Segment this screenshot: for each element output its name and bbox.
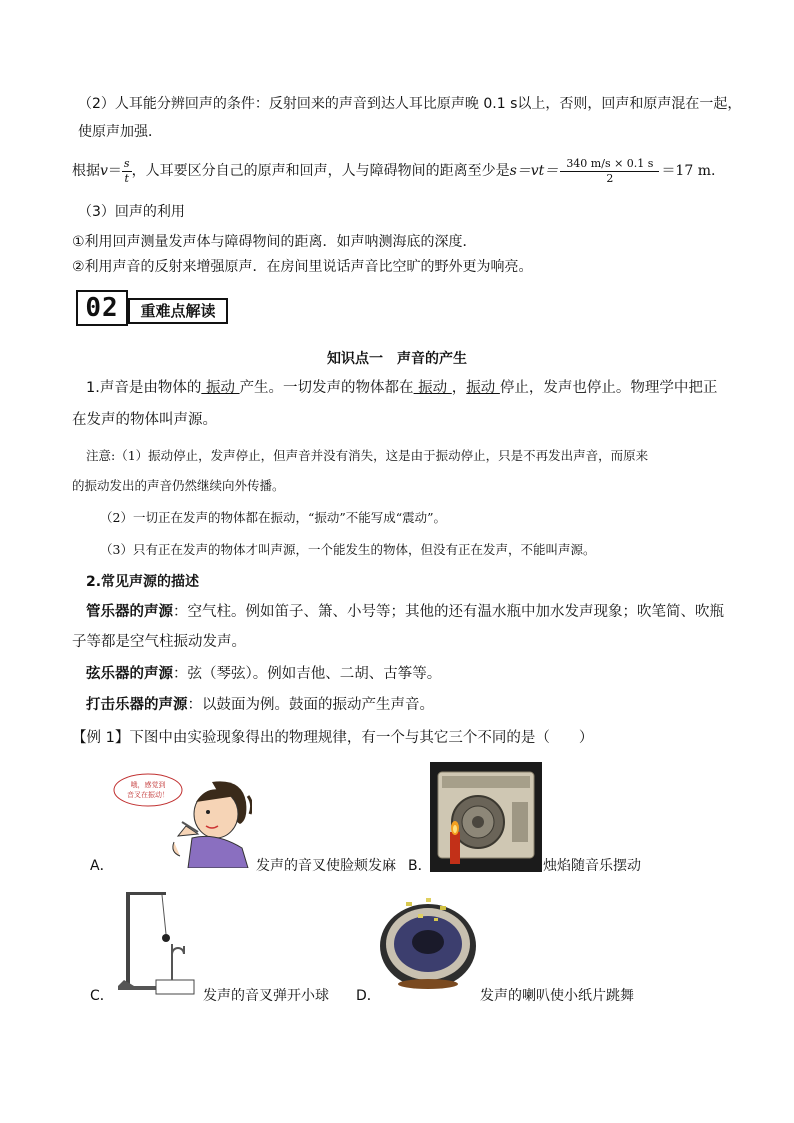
percussion-label: 打击乐器的声源 [86, 697, 188, 713]
figure-d-speaker-paper [378, 888, 478, 992]
formula-fraction-distance [560, 157, 659, 186]
formula-fraction-s-t [122, 157, 132, 186]
note-2: （2）一切正在发声的物体都在振动，“振动”不能写成“震动”。 [100, 510, 447, 525]
option-d-letter: D． [356, 988, 381, 1004]
blank-vibration-3: 振动 [466, 380, 500, 396]
option-b-text: 烛焰随音乐摆动 [543, 858, 641, 874]
formula-numerator: 340 m/s × 0.1 s [560, 157, 659, 172]
text-segment: ， [451, 380, 467, 396]
text-segment: 1.声音是由物体的 [86, 380, 202, 396]
section-number: 02 [76, 290, 128, 326]
string-instrument [86, 664, 441, 684]
echo-use-1: ①利用回声测量发声体与障碍物间的距离．如声呐测海底的深度． [72, 234, 477, 250]
formula-eq1: ＝ [107, 163, 122, 179]
option-a-text: 发声的音叉使脸颊发麻 [256, 858, 396, 874]
figure-a-girl-tuning-fork [112, 772, 252, 868]
formula-result: ＝17 m. [661, 163, 716, 179]
formula-denominator: 2 [606, 171, 614, 185]
note-3: （3）只有正在发声的物体才叫声源，一个能发生的物体，但没有正在发声，不能叫声源。 [100, 542, 596, 557]
blank-vibration-2: 振动 [413, 380, 452, 396]
option-d-text: 发声的喇叭使小纸片跳舞 [480, 988, 634, 1004]
note-1-line2: 的振动发出的声音仍然继续向外传播。 [72, 478, 285, 493]
figure-b-speaker-candle [430, 762, 542, 872]
pipe-instrument-line1 [86, 602, 724, 622]
svg-text:音叉在振动！: 音叉在振动！ [127, 791, 169, 799]
example-question: 【例 1】下图中由实验现象得出的物理规律，有一个与其它三个不同的是（ ） [72, 730, 594, 746]
percussion-text: ：以鼓面为例。鼓面的振动产生声音。 [187, 697, 434, 713]
formula-t: t [124, 171, 129, 185]
pipe-text: ：空气柱。例如笛子、箫、小号等；其他的还有温水瓶中加水发声现象；吹笔简、吹瓶 [173, 604, 724, 620]
option-c-text: 发声的音叉弹开小球 [203, 988, 329, 1004]
formula-s: s [123, 156, 130, 170]
figure-c-fork-pendulum [112, 884, 198, 1000]
common-sources-title: 2.常见声源的描述 [86, 574, 200, 590]
speech-bubble-text: 哦，感觉到 [130, 781, 166, 789]
pipe-instrument-line2: 子等都是空气柱振动发声。 [72, 634, 246, 650]
option-c-letter: C． [90, 988, 114, 1004]
knowledge-line2: 在发声的物体叫声源。 [72, 412, 217, 428]
option-b-letter: B． [408, 858, 432, 874]
formula-v: v [100, 163, 108, 179]
text-segment: 产生。一切发声的物体都在 [239, 380, 414, 396]
knowledge-line1 [86, 378, 717, 398]
echo-use-2: ②利用声音的反射来增强原声．在房间里说话声音比空旷的野外更为响亮。 [72, 259, 533, 275]
echo-condition-line2: 使原声加强． [78, 124, 162, 140]
echo-use-title: （3）回声的利用 [78, 204, 185, 220]
note-1-line1: 注意:（1）振动停止，发声停止，但声音并没有消失，这是由于振动停止，只是不再发出声音，而原来 [86, 448, 649, 463]
formula-svt: s＝vt＝ [509, 163, 559, 179]
option-a-letter: A． [90, 858, 114, 874]
formula-mid: ，人耳要区分自己的原声和回声，人与障碍物间的距离至少是 [131, 163, 510, 179]
section-badge [76, 290, 226, 324]
section-label: 重难点解读 [128, 298, 228, 324]
echo-formula [72, 154, 715, 188]
string-label: 弦乐器的声源 [86, 666, 173, 682]
text-segment: 停止，发声也停止。物理学中把正 [499, 380, 718, 396]
percussion-instrument [86, 695, 434, 715]
echo-condition-line1: （2）人耳能分辨回声的条件：反射回来的声音到达人耳比原声晚 0.1 s以上，否则，回声和原声混在一起， [78, 96, 742, 112]
formula-prefix: 根据 [72, 163, 100, 179]
blank-vibration-1: 振动 [201, 380, 240, 396]
pipe-label: 管乐器的声源 [86, 604, 173, 620]
knowledge-heading: 知识点一 声音的产生 [327, 351, 467, 367]
string-text: ：弦（琴弦）。例如吉他、二胡、古筝等。 [173, 666, 442, 682]
